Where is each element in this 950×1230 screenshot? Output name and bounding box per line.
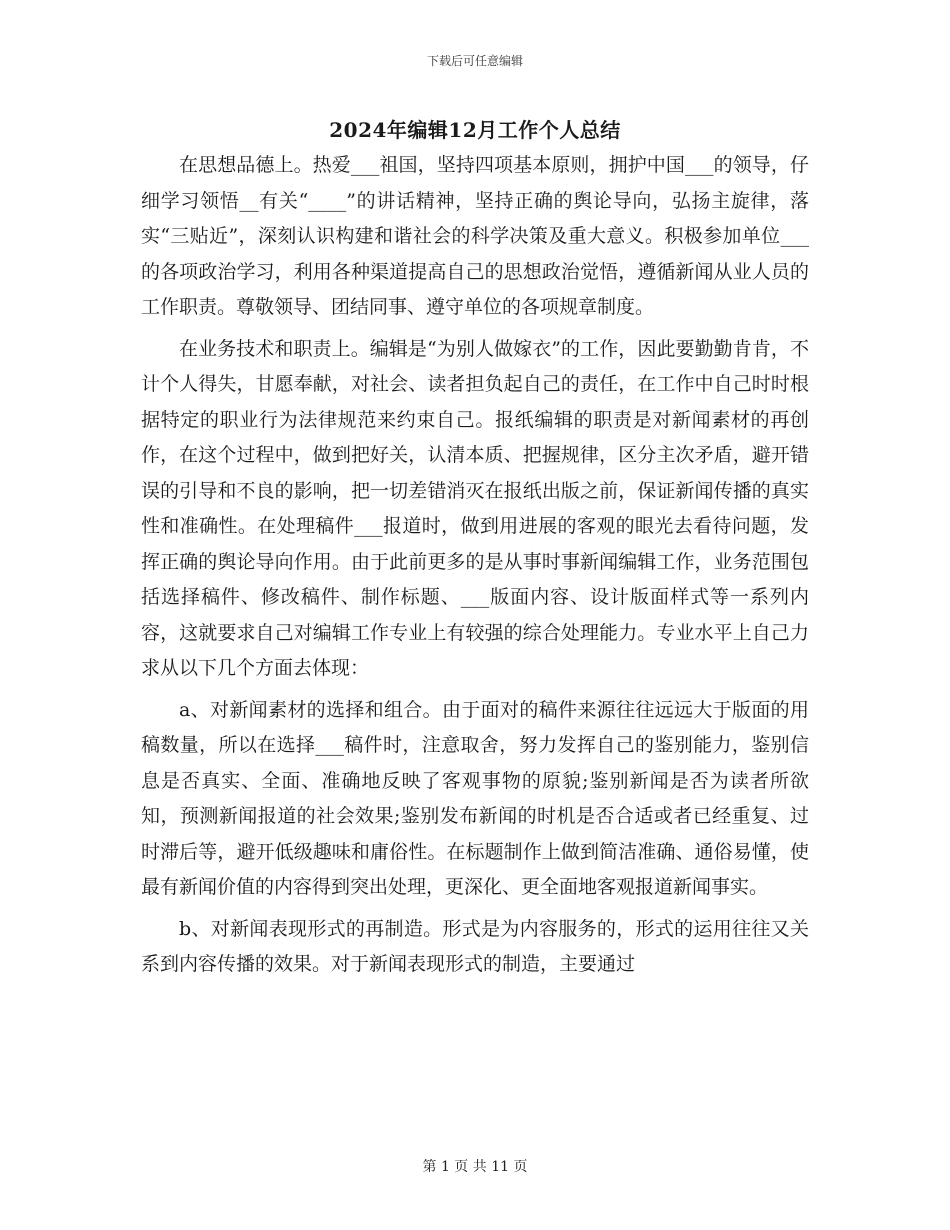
header-note: 下载后可任意编辑 bbox=[426, 54, 523, 68]
paragraph-news-form: b、对新闻表现形式的再制造。形式是为内容服务的，形式的运用往往又关系到内容传播的效果。对于新闻表现形式的制造，主要通过 bbox=[141, 917, 809, 975]
document-body bbox=[141, 148, 809, 989]
paragraph-business-duty: 在业务技术和职责上。编辑是“为别人做嫁衣”的工作，因此要勤勤肯肯，不计个人得失，甘愿奉献，对社会、读者担负起自己的责任，在工作中自己时时根据特定的职业行为法律规范来约束自己。报纸编辑的职责是对新闻素材的再创作，在这个过程中，做到把好关，认清本质、把握规律，区分主次矛盾，避开错误的引导和不良的影响，把一切差错消灭在报纸出版之前，保证新闻传播的真实性和准确性。在处理稿件___报道时，做到用进展的客观的眼光去看待问题，发挥正确的舆论导向作用。由于此前更多的是从事时事新闻编辑工作，业务范围包括选择稿件、修改稿件、制作标题、___版面内容、设计版面样式等一系列内容，这就要求自己对编辑工作专业上有较强的综合处理能力。专业水平上自己力求从以下几个方面去体现： bbox=[141, 337, 809, 679]
document-title: 2024年编辑12月工作个人总结 bbox=[329, 118, 621, 142]
paragraph-news-selection: a、对新闻素材的选择和组合。由于面对的稿件来源往往远远大于版面的用稿数量，所以在选择___稿件时，注意取舍，努力发挥自己的鉴别能力，鉴别信息是否真实、全面、准确地反映了客观事物的原貌;鉴别新闻是否为读者所欲知，预测新闻报道的社会效果;鉴别发布新闻的时机是否合适或者已经重复、过时滞后等，避开低级趣味和庸俗性。在标题制作上做到简洁准确、通俗易懂，使最有新闻价值的内容得到突出处理，更深化、更全面地客观报道新闻事实。 bbox=[141, 698, 809, 898]
page-number: 第 1 页 共 11 页 bbox=[422, 1159, 528, 1175]
paragraph-ideology: 在思想品德上。热爱___祖国，坚持四项基本原则，拥护中国___的领导，仔细学习领悟__有关“____”的讲话精神，坚持正确的舆论导向，弘扬主旋律，落实“三贴近”，深刻认识构建和谐社会的科学决策及重大意义。积极参加单位___的各项政治学习，利用各种渠道提高自己的思想政治觉悟，遵循新闻从业人员的工作职责。尊敬领导、团结同事、遵守单位的各项规章制度。 bbox=[141, 154, 809, 318]
